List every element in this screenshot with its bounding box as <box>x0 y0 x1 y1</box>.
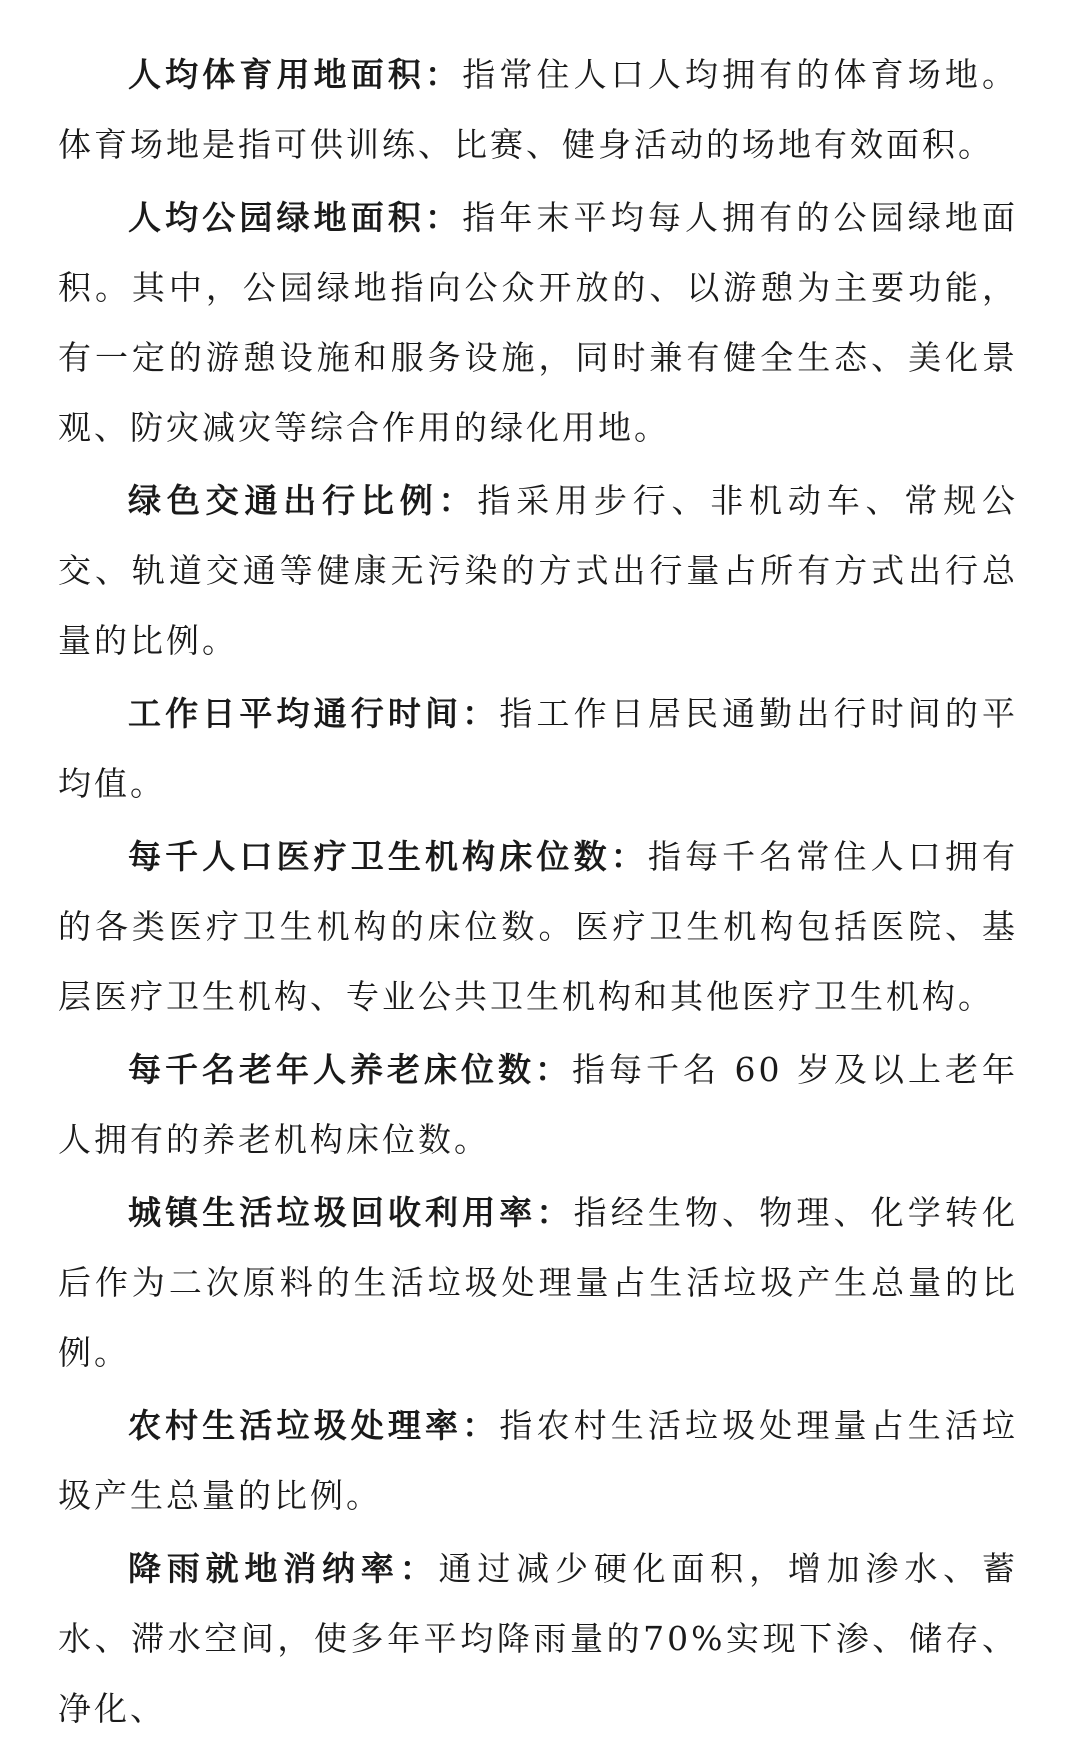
definition-green-transport: 指采用步行、非机动车、常规公交、轨道交通等健康无污染的方式出行量占所有方式出行总量的比例。 <box>58 481 1019 660</box>
definition-hospital-beds: 指每千名常住人口拥有的各类医疗卫生机构的床位数。医疗卫生机构包括医院、基层医疗卫生机构、专业公共卫生机构和其他医疗卫生机构。 <box>58 837 1019 1016</box>
term-green-transport: 绿色交通出行比例： <box>128 481 478 520</box>
definition-elderly-beds: 指每千名 60 岁及以上老年人拥有的养老机构床位数。 <box>58 1050 1018 1159</box>
term-sports-land: 人均体育用地面积： <box>128 55 463 94</box>
definition-paragraph-rural-waste <box>58 1391 1018 1531</box>
definition-paragraph-elderly-beds <box>58 1035 1018 1175</box>
term-urban-waste: 城镇生活垃圾回收利用率： <box>128 1193 574 1232</box>
term-park-green: 人均公园绿地面积： <box>128 198 463 237</box>
term-elderly-beds: 每千名老年人养老床位数： <box>128 1050 573 1089</box>
definition-sports-land: 指常住人口人均拥有的体育场地。体育场地是指可供训练、比赛、健身活动的场地有效面积。 <box>58 55 1019 164</box>
document-page <box>58 40 1018 1747</box>
definition-paragraph-green-transport <box>58 466 1018 676</box>
definition-rural-waste: 指农村生活垃圾处理量占生活垃圾产生总量的比例。 <box>58 1406 1019 1515</box>
term-rural-waste: 农村生活垃圾处理率： <box>128 1406 500 1445</box>
definition-paragraph-sports-land <box>58 40 1018 180</box>
definition-paragraph-commute-time <box>58 679 1018 819</box>
definition-rainfall: 通过减少硬化面积，增加渗水、蓄水、滞水空间，使多年平均降雨量的70%实现下渗、储存、净化、 <box>58 1549 1019 1728</box>
definition-urban-waste: 指经生物、物理、化学转化后作为二次原料的生活垃圾处理量占生活垃圾产生总量的比例。 <box>58 1193 1019 1372</box>
definition-paragraph-urban-waste <box>58 1178 1018 1388</box>
term-rainfall: 降雨就地消纳率： <box>128 1549 439 1588</box>
term-hospital-beds: 每千人口医疗卫生机构床位数： <box>128 837 648 876</box>
definition-paragraph-hospital-beds <box>58 822 1018 1032</box>
definition-paragraph-park-green <box>58 183 1018 463</box>
definition-paragraph-rainfall <box>58 1534 1018 1744</box>
definition-commute-time: 指工作日居民通勤出行时间的平均值。 <box>58 694 1019 803</box>
definition-park-green: 指年末平均每人拥有的公园绿地面积。其中，公园绿地指向公众开放的、以游憩为主要功能，有一定的游憩设施和服务设施，同时兼有健全生态、美化景观、防灾减灾等综合作用的绿化用地。 <box>58 198 1019 447</box>
term-commute-time: 工作日平均通行时间： <box>128 694 500 733</box>
